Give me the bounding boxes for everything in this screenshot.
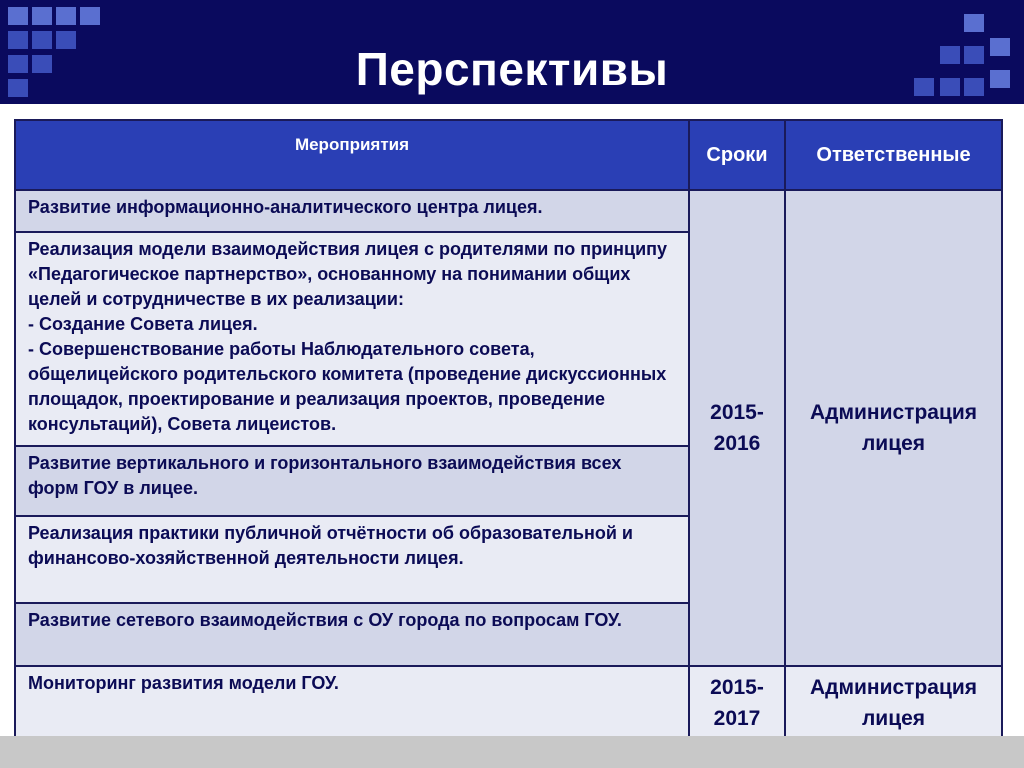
event-cell: Мониторинг развития модели ГОУ.	[15, 666, 689, 739]
decor-square	[56, 7, 76, 25]
decor-square	[8, 7, 28, 25]
responsible-cell: Администрация лицея	[785, 666, 1002, 739]
event-cell: Развитие вертикального и горизонтального взаимодействия всех форм ГОУ в лицее.	[15, 446, 689, 516]
page-title: Перспективы	[355, 43, 669, 95]
responsible-cell: Администрация лицея	[785, 190, 1002, 666]
slide-header	[0, 0, 1024, 104]
table-header-row	[15, 120, 1002, 190]
dates-cell: 2015- 2016	[689, 190, 785, 666]
decor-square	[964, 14, 984, 32]
event-cell: Реализация модели взаимодействия лицея с родителями по принципу «Педагогическое партнерство», основанному на понимании общих целей и сотрудничестве в их реализации: - Создание Совета лицея. - Совершенствование работы Наблюдательного совета, общелицейского родительского комитета (проведение дискуссионных площадок, проектирование и реализация проектов, проведение консультаций), Совета лицеистов.	[15, 232, 689, 446]
plan-table	[14, 119, 1003, 740]
event-cell: Развитие сетевого взаимодействия с ОУ города по вопросам ГОУ.	[15, 603, 689, 666]
header-events: Мероприятия	[15, 120, 689, 190]
header-responsible: Ответственные	[785, 120, 1002, 190]
decor-square	[80, 7, 100, 25]
event-cell: Реализация практики публичной отчётности об образовательной и финансово-хозяйственной деятельности лицея.	[15, 516, 689, 603]
footer-bar	[0, 736, 1024, 768]
table-row	[15, 666, 1002, 739]
header-dates: Сроки	[689, 120, 785, 190]
decor-square	[32, 7, 52, 25]
table-row	[15, 190, 1002, 232]
dates-cell: 2015- 2017	[689, 666, 785, 739]
event-cell: Развитие информационно-аналитического центра лицея.	[15, 190, 689, 232]
